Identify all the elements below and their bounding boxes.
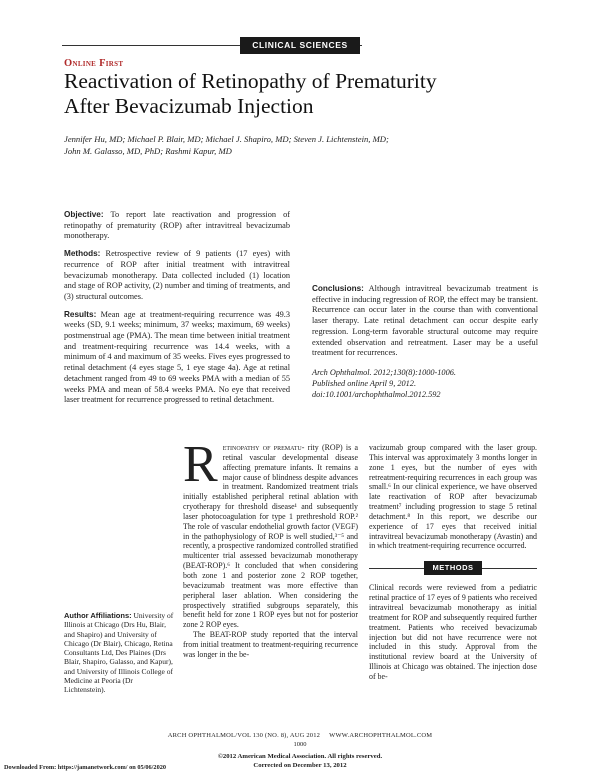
section-banner: CLINICAL SCIENCES [240, 37, 360, 54]
conclusions-text: Although intravitreal bevacizumab treatment is effective in inducing regression of ROP, the effect may be transient. Recurrence can occur later in the course than with conventional laser therapy. Late retinal detachment can occur despite early regression. Long-term favorable structural outcome may require extended observation and retreatment. Laser may be a useful treatment for recurrences. [312, 284, 538, 358]
intro-paragraph: rity (ROP) is a retinal vascular developmental disease affecting premature infants. It remains a major cause of blindness despite advances in treatment. Randomized treatment trials initially established peripheral retinal ablation with cryotherapy for threshold disease¹ and subsequently laser photocoagulation for type 1 prethreshold ROP.² The role of vascular endothelial growth factor (VEGF) in the pathophysiology of ROP is well studied,³⁻⁵ and recently, a prospective randomized controlled stratified multicenter trial assessed bevacizumab monotherapy (BEAT-ROP).⁶ It concluded that when considering both zone 1 and posterior zone 2 ROP together, bevacizumab treatment was more effective than peripheral laser ablation. When considering the prospectively stratified subgroups separately, this benefit held for zone 1 ROP eyes but not for posterior zone 2 ROP eyes. [183, 443, 359, 630]
authors-line-2: John M. Galasso, MD, PhD; Rashmi Kapur, MD [64, 146, 232, 156]
abstract-column-right [312, 210, 538, 400]
methods-heading: METHODS [424, 561, 482, 575]
objective-label: Objective: [64, 210, 104, 219]
lead-in-caps: etinopathy of prematu- [222, 443, 305, 452]
footer-corrected: Corrected on December 13, 2012 [253, 762, 347, 769]
body-column-2 [369, 443, 537, 682]
results-label: Results: [64, 309, 97, 319]
intro-continuation: vacizumab group compared with the laser group. This interval was approximately 3 months longer in zone 1 eyes, but the number of eyes with retreatment-requiring recurrences in each group was small.⁶ In our clinical experience, we have observed late reactivation of ROP after bevacizumab treatment⁷ including progression to stage 5 retinal detachment.⁸ In this report, we describe our experience of 17 eyes that received initial intravitreal bevacizumab monotherapy (Avastin) and in which treatment-requiring recurrence occurred. [369, 443, 537, 551]
objective-text: To report late reactivation and progression of retinopathy of prematurity (ROP) after intravitreal bevacizumab monotherapy. [64, 210, 290, 241]
body-column-1 [183, 436, 359, 660]
author-affiliations [64, 611, 176, 695]
title-line-1: Reactivation of Retinopathy of Prematurity [64, 69, 437, 93]
methods-heading-wrap [369, 561, 537, 575]
footer-copyright: ©2012 American Medical Association. All rights reserved. [217, 753, 383, 760]
conclusions-label: Conclusions: [312, 284, 364, 293]
author-list [64, 133, 424, 157]
online-first-label: Online First [64, 58, 124, 69]
abstract-methods [64, 249, 290, 303]
citation-journal: Arch Ophthalmol. 2012;130(8):1000-1006. [312, 367, 456, 377]
abstract-conclusions [312, 284, 538, 359]
affiliations-text: University of Illinois at Chicago (Drs Hu, Blair, and Shapiro) and University of Chicago (Dr Blair), Chicago, Retina Consultants Ltd, Des Plaines (Drs Blair, Shapiro, Galasso, and Kapur), and University of Illinois College of Medicine at Peoria (Dr Lichtenstein). [64, 611, 174, 695]
affiliations-label: Author Affiliations: [64, 611, 132, 620]
abstract-results [64, 310, 290, 406]
abstract-column-left [64, 210, 290, 413]
footer-journal-line: ARCH OPHTHALMOL/VOL 130 (NO. 8), AUG 2012 WWW.ARCHOPHTHALMOL.COM [167, 732, 433, 739]
drop-cap: R [183, 436, 218, 493]
abstract-objective [64, 210, 290, 242]
methods-text: Retrospective review of 9 patients (17 eyes) with recurrence of ROP after initial treatment with intravitreal bevacizumab monotherapy. Data collected included (1) location and stage of ROP activity, (2) number and timing of treatments, and (3) structural outcomes. [64, 249, 290, 301]
methods-label: Methods: [64, 249, 101, 259]
download-stamp: Downloaded From: https://jamanetwork.com/ on 05/06/2020 [4, 764, 167, 771]
article-title [64, 69, 484, 119]
footer-page-number: 1000 [293, 741, 307, 748]
title-line-2: After Bevacizumab Injection [64, 94, 314, 118]
authors-line-1: Jennifer Hu, MD; Michael P. Blair, MD; Michael J. Shapiro, MD; Steven J. Lichtenstein, MD; [64, 134, 389, 144]
citation-doi[interactable]: doi:10.1001/archophthalmol.2012.592 [312, 389, 441, 399]
results-text: Mean age at treatment-requiring recurrence was 49.3 weeks (SD, 9.1 weeks; minimum, 37 weeks; maximum, 69 weeks) postmenstrual age (PMA). The mean time between initial treatment and treatment-requiring recurrence was 14.4 weeks, with a minimum of 4 and maximum of 35 weeks. Fives eyes progressed to retinal detachment (4 eyes stage 5, 1 eye stage 4a). Age at retinal detachment ranged from 49 to 69 weeks PMA with a median of 55 weeks PMA and mean of 58.4 weeks PMA. No eye that received laser treatment for recurrence progressed to retinal detachment. [64, 309, 290, 405]
citation [312, 367, 538, 400]
methods-paragraph: Clinical records were reviewed from a pediatric retinal practice of 17 eyes of 9 patients who received intravitreal bevacizumab monotherapy as initial treatment for ROP and subsequently required further treatment. Patients who received bevacizumab injection but did not have recurrence were not included in this study. Approval from the institutional review board at the University of Illinois at Chicago was obtained. The injection dose of be- [369, 583, 537, 681]
citation-published: Published online April 9, 2012. [312, 378, 417, 388]
intro-paragraph-2: The BEAT-ROP study reported that the interval from initial treatment to treatment-requiring recurrence was longer in the be- [183, 630, 358, 659]
